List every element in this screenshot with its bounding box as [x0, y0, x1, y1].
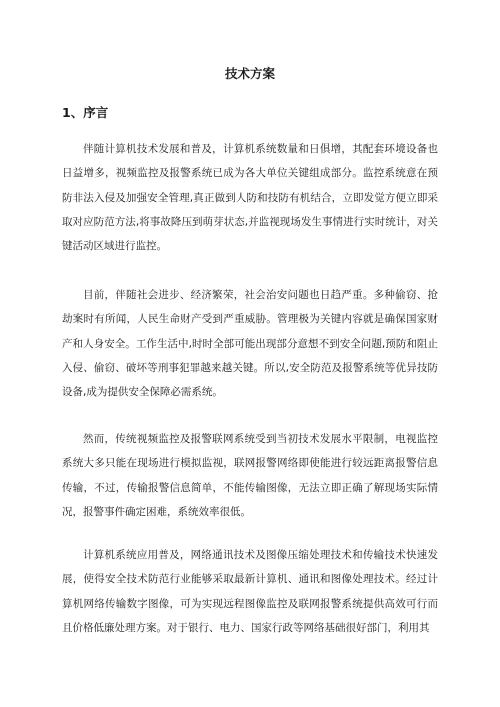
document-title: 技术方案	[224, 66, 275, 81]
paragraph-1: 伴随计算机技术发展和普及，计算机系统数量和日俱增，其配套环境设备也日益增多，视频监控及报警系统已成为各大单位关键组成部分。监控系统意在预防非法入侵及加强安全管理,真正做到人防和技防有机结合，立即发觉方便立即采取对应防范方法,将事故降压到萌芽状态,并监视现场发生事情进行实时统计，对关键活动区域进行监控。	[62, 143, 438, 253]
section-heading-preface: 1、序言	[62, 105, 109, 120]
paragraph-4: 计算机系统应用普及，网络通讯技术及图像压缩处理技术和传输技术快速发展，使得安全技术防范行业能够采取最新计算机、通讯和图像处理技术。经过计算机网络传输数字图像，可为实现远程图像监控及联网报警系统提供高效可行而且价格低廉处理方案。对于银行、电力、国家行政等网络基础很好部门，利用其	[62, 549, 438, 634]
paragraph-3: 然而，传统视频监控及报警联网系统受到当初技术发展水平限制，电视监控系统大多只能在现场进行模拟监视，联网报警网络即使能进行较远距离报警信息传输，不过，传输报警信息简单，不能传输图像，无法立即正确了解现场实际情况，报警事件确定困难，系统效率很低。	[62, 433, 438, 518]
paragraph-2: 目前，伴随社会进步、经济繁荣，社会治安问题也日趋严重。多种偷窃、抢劫案时有所闻，人民生命财产受到严重威胁。管理极为关键内容就是确保国家财产和人身安全。工作生活中,时时全部可能出现部分意想不到安全问题,预防和阻止入侵、偷窃、破坏等刑事犯罪越来越关键。所以,安全防范及报警系统等优异技防设备,成为提供安全保障必需系统。	[62, 289, 438, 399]
